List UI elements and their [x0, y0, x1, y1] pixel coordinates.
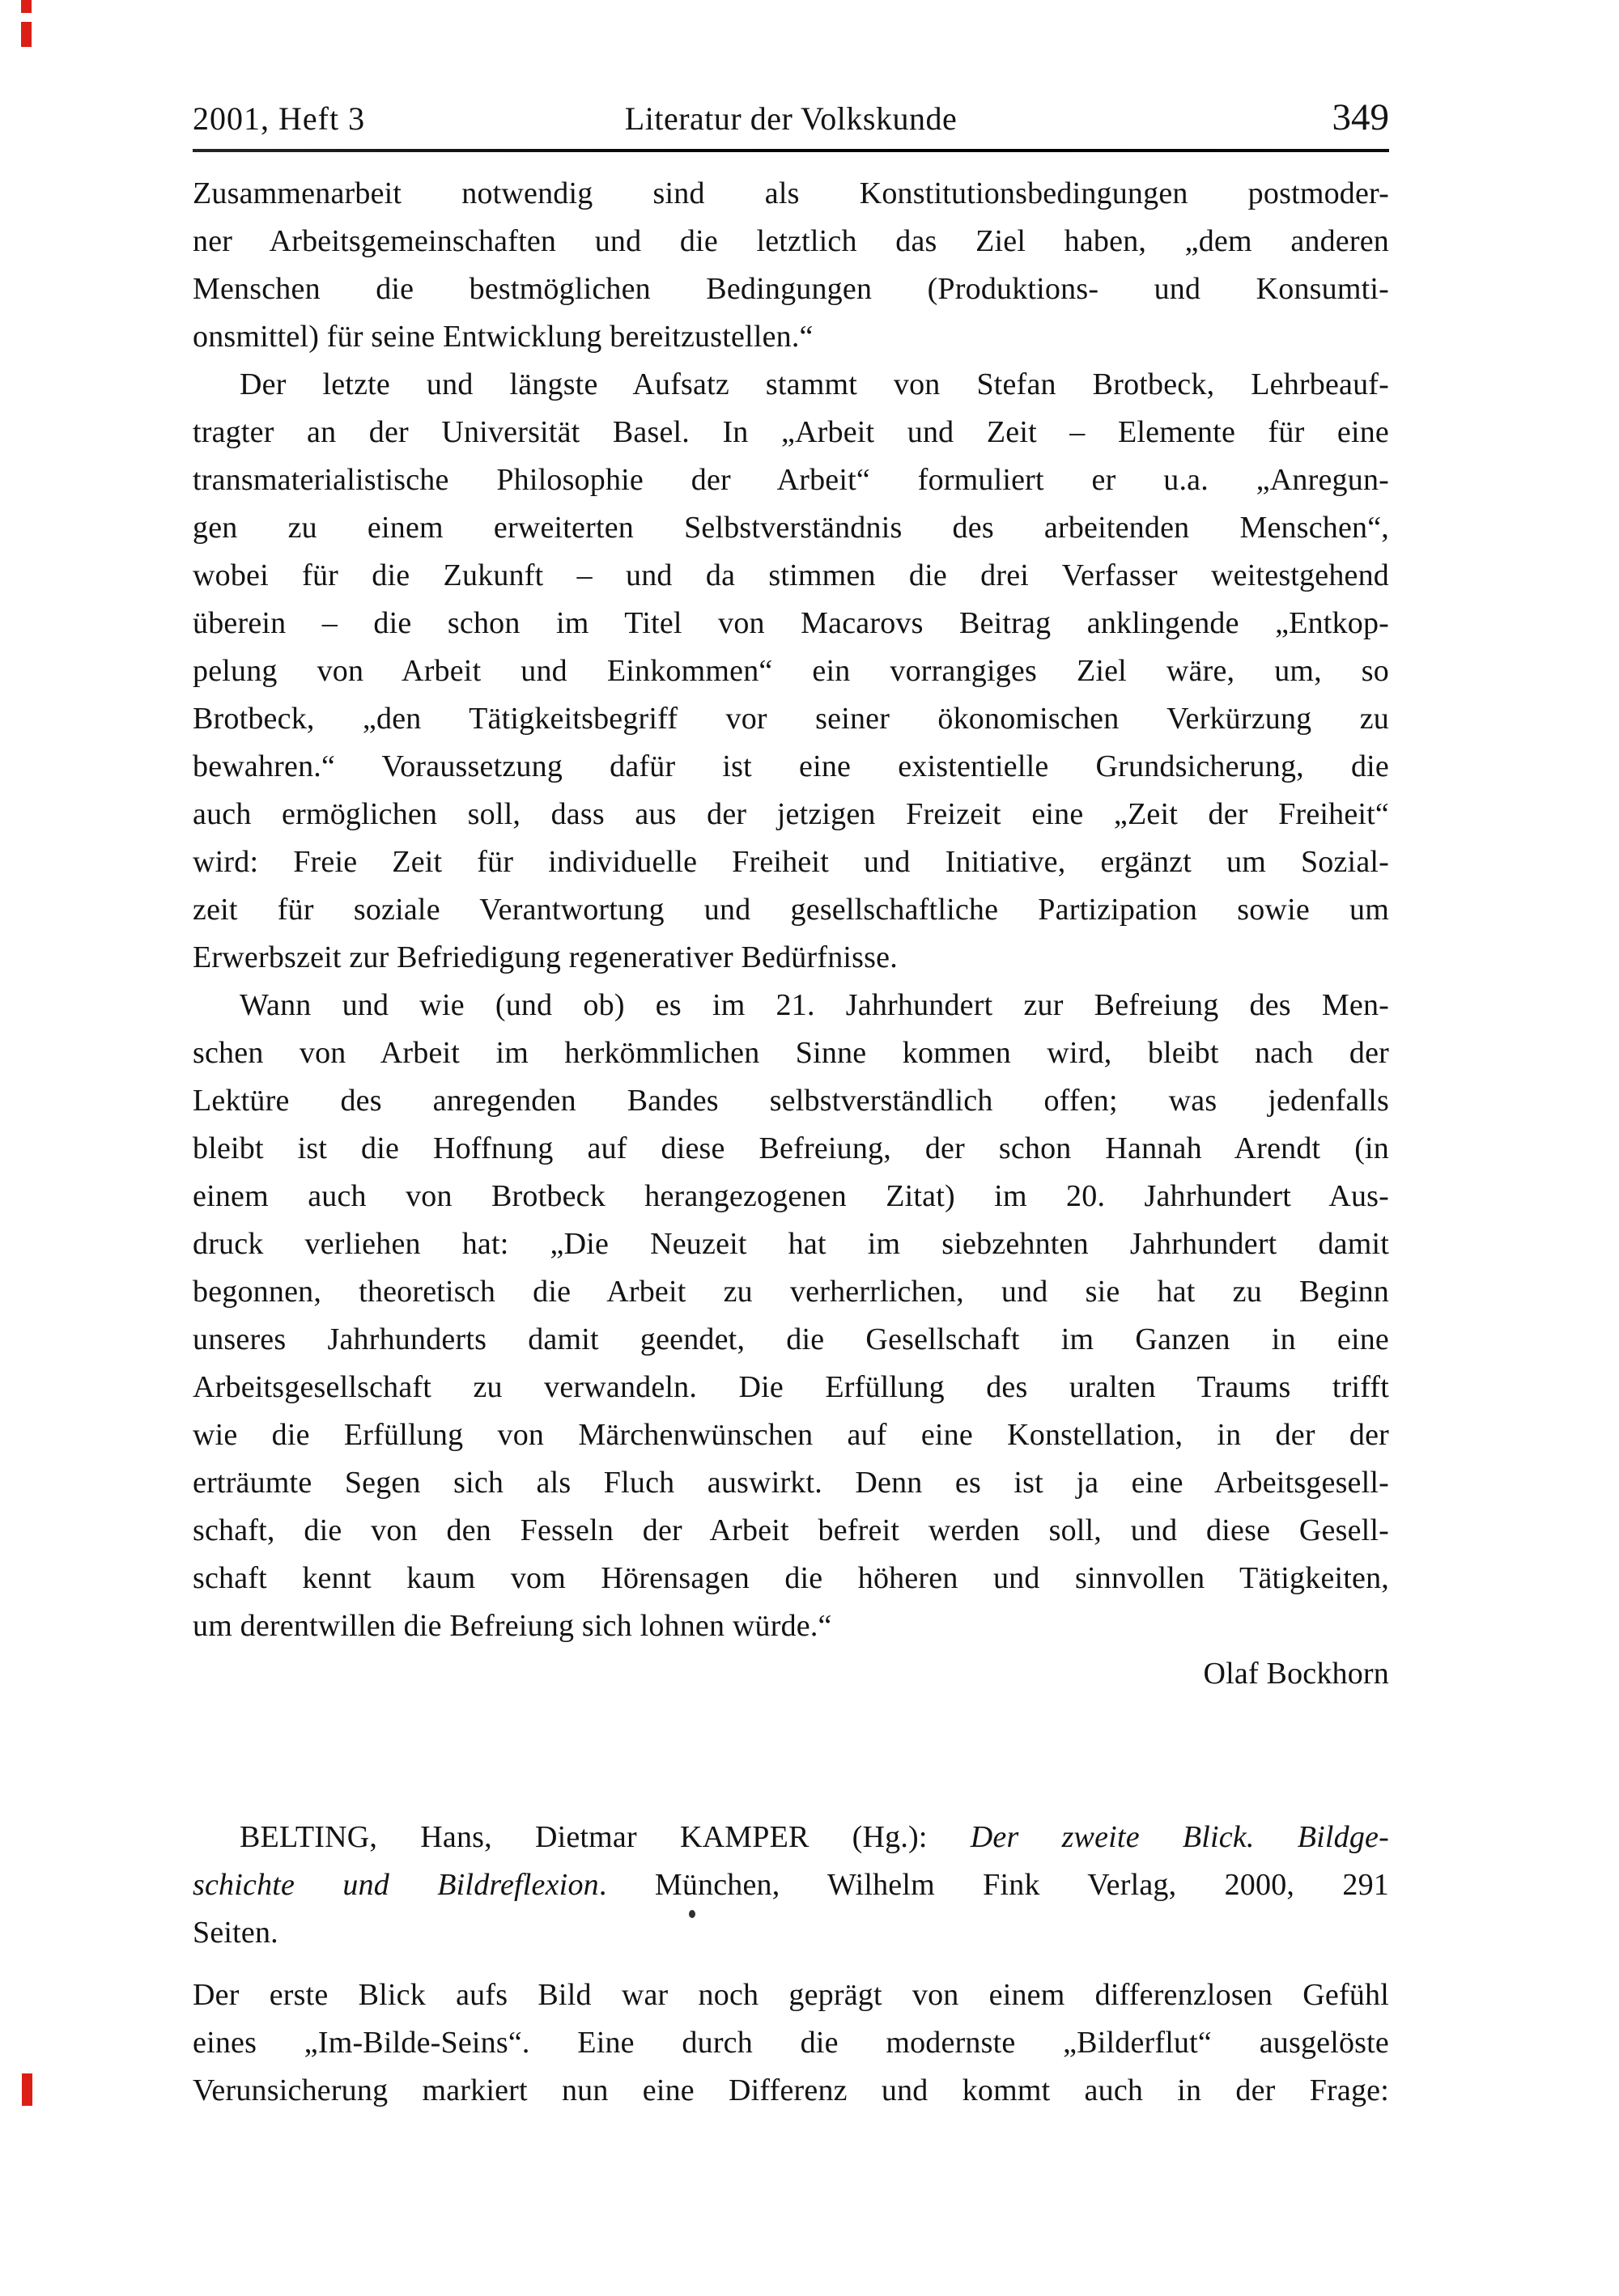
text-line	[193, 600, 1389, 647]
text-segment: ner Arbeitsgemeinschaften und die letztlich das Ziel haben, „dem anderen	[193, 224, 1389, 258]
text-segment: Wann und wie (und ob) es im 21. Jahrhundert zur Befreiung des Men-	[240, 988, 1389, 1022]
text-segment: Seiten.	[193, 1916, 278, 1950]
text-segment: erträumte Segen sich als Fluch auswirkt. Denn es ist ja eine Arbeitsgesell-	[193, 1466, 1389, 1500]
text-line	[193, 1316, 1389, 1364]
text-line	[193, 2019, 1389, 2067]
text-segment: tragter an der Universität Basel. In „Arbeit und Zeit – Elemente für eine	[193, 415, 1389, 449]
text-line	[193, 838, 1389, 886]
text-block	[193, 95, 1389, 2115]
text-segment: . München, Wilhelm Fink Verlag, 2000, 291	[598, 1868, 1389, 1902]
text-segment: wobei für die Zukunft – und da stimmen die drei Verfasser weitestgehend	[193, 558, 1389, 592]
text-segment: Verunsicherung markiert nun eine Differenz und kommt auch in der Frage:	[193, 2073, 1389, 2107]
text-segment: Der letzte und längste Aufsatz stammt von Stefan Brotbeck, Lehrbeauf-	[240, 367, 1389, 401]
text-line	[193, 1861, 1389, 1909]
text-segment: Lektüre des anregenden Bandes selbstverständlich offen; was jedenfalls	[193, 1084, 1389, 1118]
text-line	[193, 791, 1389, 838]
text-line	[193, 1971, 1389, 2019]
reviewer-signature: Olaf Bockhorn	[1203, 1657, 1389, 1691]
text-segment: schaft, die von den Fesseln der Arbeit befreit werden soll, und diese Gesell-	[193, 1513, 1389, 1547]
text-line	[193, 170, 1389, 218]
text-line	[193, 456, 1389, 504]
text-line	[193, 934, 1389, 982]
text-segment: einem auch von Brotbeck herangezogenen Zitat) im 20. Jahrhundert Aus-	[193, 1179, 1389, 1213]
text-line	[193, 1077, 1389, 1125]
text-line	[193, 1602, 1389, 1650]
italic-text-segment: schichte und Bildreflexion	[193, 1868, 599, 1902]
text-line	[193, 504, 1389, 552]
text-segment: bewahren.“ Voraussetzung dafür ist eine existentielle Grundsicherung, die	[193, 749, 1389, 783]
text-segment: onsmittel) für seine Entwicklung bereitzustellen.“	[193, 320, 814, 354]
text-line	[193, 218, 1389, 265]
scan-red-mark-top-2	[21, 22, 32, 47]
text-line	[193, 409, 1389, 456]
text-line	[193, 1220, 1389, 1268]
text-segment: Arbeitsgesellschaft zu verwandeln. Die Erfüllung des uralten Traums trifft	[193, 1370, 1389, 1404]
text-segment: schaft kennt kaum vom Hörensagen die höheren und sinnvollen Tätigkeiten,	[193, 1561, 1389, 1595]
text-segment: begonnen, theoretisch die Arbeit zu verherrlichen, und sie hat zu Beginn	[193, 1275, 1389, 1309]
text-segment: Menschen die bestmöglichen Bedingungen (Produktions- und Konsumti-	[193, 272, 1389, 306]
text-line	[193, 982, 1389, 1029]
text-segment: Zusammenarbeit notwendig sind als Konstitutionsbedingungen postmoder-	[193, 176, 1389, 210]
bibliography-entry	[193, 1814, 1389, 1957]
text-line	[193, 1125, 1389, 1173]
text-segment: überein – die schon im Titel von Macarovs Beitrag anklingende „Entkop-	[193, 606, 1389, 640]
italic-text-segment: Der zweite Blick. Bildge-	[970, 1820, 1389, 1854]
text-segment: schen von Arbeit im herkömmlichen Sinne kommen wird, bleibt nach der	[193, 1036, 1389, 1070]
text-segment: gen zu einem erweiterten Selbstverständnis des arbeitenden Menschen“,	[193, 511, 1389, 545]
text-segment: wie die Erfüllung von Märchenwünschen auf eine Konstellation, in der der	[193, 1418, 1389, 1452]
text-line	[193, 743, 1389, 791]
text-segment: zeit für soziale Verantwortung und gesellschaftliche Partizipation sowie um	[193, 893, 1389, 927]
text-line	[193, 1268, 1389, 1316]
text-segment: unseres Jahrhunderts damit geendet, die Gesellschaft im Ganzen in eine	[193, 1322, 1389, 1356]
scan-red-mark-top-1	[21, 0, 32, 13]
text-segment: bleibt ist die Hoffnung auf diese Befreiung, der schon Hannah Arendt (in	[193, 1131, 1389, 1165]
text-line	[193, 1029, 1389, 1077]
text-line	[193, 1459, 1389, 1507]
text-segment: eines „Im-Bilde-Seins“. Eine durch die modernste „Bilderflut“ ausgelöste	[193, 2026, 1389, 2060]
header-journal-title: Literatur der Volkskunde	[624, 100, 958, 137]
text-segment: Der erste Blick aufs Bild war noch geprägt von einem differenzlosen Gefühl	[193, 1978, 1389, 2012]
text-segment: um derentwillen die Befreiung sich lohnen würde.“	[193, 1609, 832, 1643]
scan-red-mark-bottom	[22, 2073, 32, 2106]
header-issue: 2001, Heft 3	[193, 100, 366, 137]
review-bockhorn-text	[193, 170, 1389, 1650]
text-segment: pelung von Arbeit und Einkommen“ ein vorrangiges Ziel wäre, um, so	[193, 654, 1389, 688]
text-line	[193, 265, 1389, 313]
text-segment: wird: Freie Zeit für individuelle Freiheit und Initiative, ergänzt um Sozial-	[193, 845, 1389, 879]
text-line	[193, 1364, 1389, 1411]
text-line	[193, 361, 1389, 409]
page-header	[193, 95, 1389, 139]
header-page-number: 349	[1332, 96, 1389, 138]
text-line	[193, 1507, 1389, 1555]
text-line	[193, 313, 1389, 361]
text-segment: Brotbeck, „den Tätigkeitsbegriff vor seiner ökonomischen Verkürzung zu	[193, 702, 1389, 736]
text-line	[193, 886, 1389, 934]
text-segment: BELTING, Hans, Dietmar KAMPER (Hg.):	[240, 1820, 971, 1854]
text-segment: Erwerbszeit zur Befriedigung regenerativer Bedürfnisse.	[193, 940, 898, 974]
text-segment: auch ermöglichen soll, dass aus der jetzigen Freizeit eine „Zeit der Freiheit“	[193, 797, 1389, 831]
header-rule	[193, 149, 1389, 152]
text-line	[193, 2067, 1389, 2115]
text-line	[193, 1173, 1389, 1220]
text-segment: druck verliehen hat: „Die Neuzeit hat im siebzehnten Jahrhundert damit	[193, 1227, 1389, 1261]
text-line	[193, 1814, 1389, 1861]
text-line	[193, 647, 1389, 695]
text-line	[193, 1555, 1389, 1602]
text-line	[193, 695, 1389, 743]
text-line	[193, 552, 1389, 600]
text-line	[193, 1909, 1389, 1957]
text-segment: transmaterialistische Philosophie der Arbeit“ formuliert er u.a. „Anregun-	[193, 463, 1389, 497]
review-belting-text	[193, 1971, 1389, 2115]
text-line	[193, 1411, 1389, 1459]
